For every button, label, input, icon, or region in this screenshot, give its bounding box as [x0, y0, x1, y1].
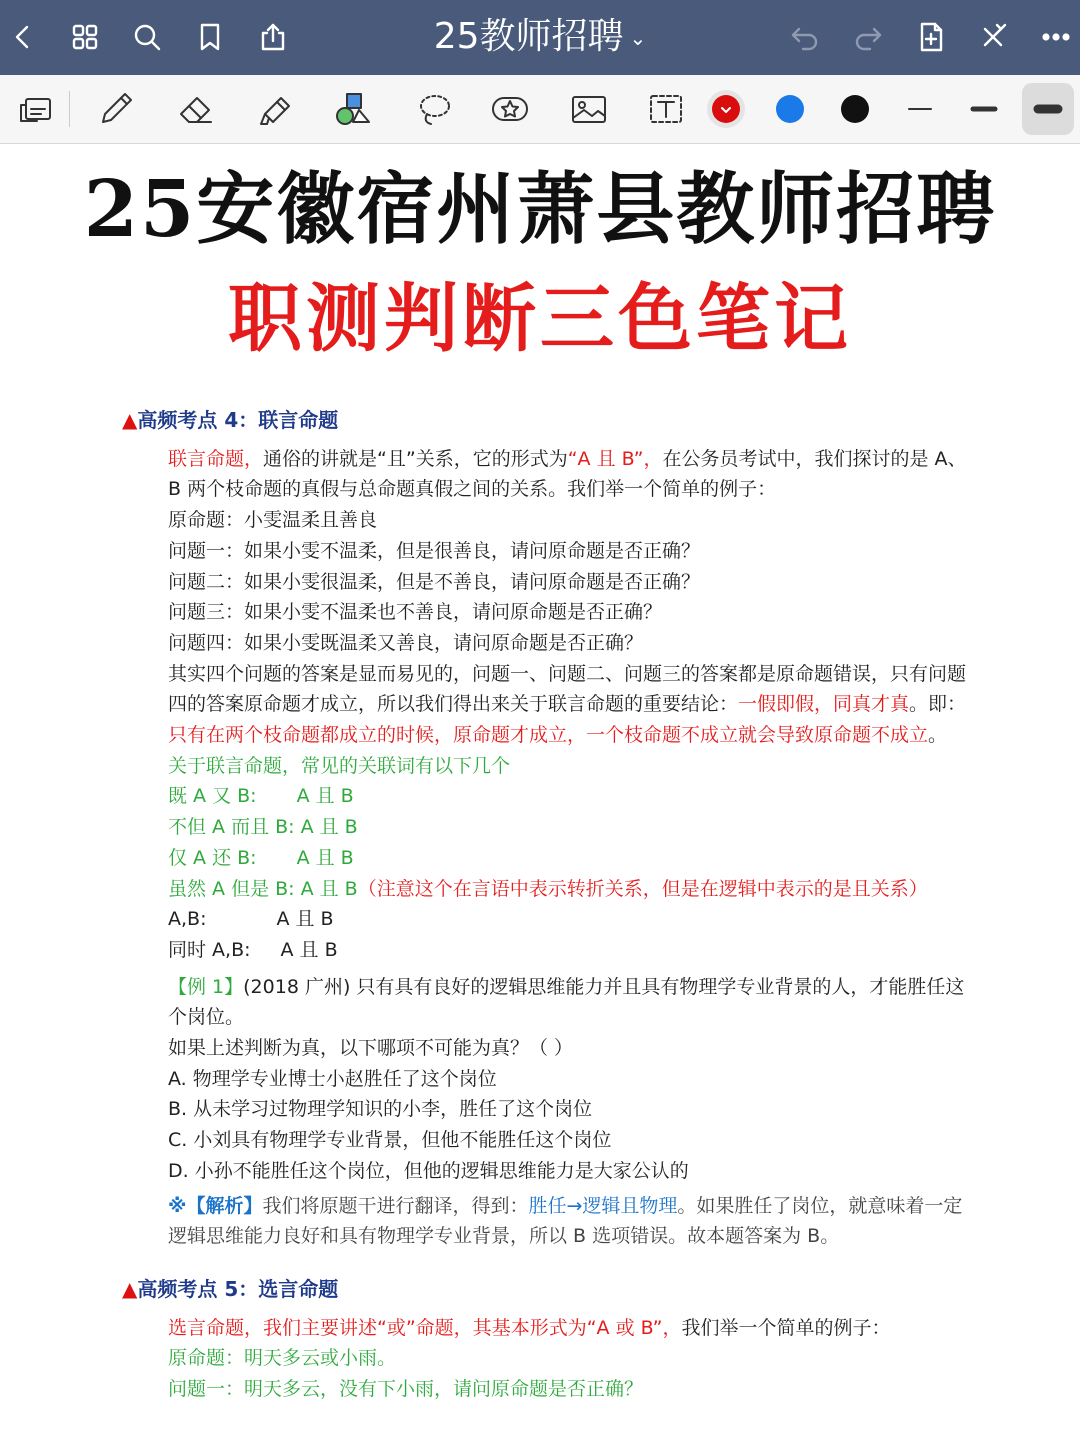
shapes-icon[interactable]: [330, 85, 378, 133]
highlighter-icon[interactable]: [252, 85, 300, 133]
paragraph: 选言命题，我们主要讲述“或”命题，其基本形式为“A 或 B”，我们举一个简单的例子：: [168, 1316, 891, 1339]
example-line: 原命题：明天多云或小雨。: [168, 1347, 397, 1370]
keyword-line: 不但 A 而且 B: A 且 B: [168, 816, 358, 839]
example-question: 【例 1】(2018 广州) 只有具有良好的逻辑思维能力并且具有物理学专业背景的人，才能胜任这个岗位。: [168, 975, 965, 1029]
option-b: B. 从未学习过物理学知识的小李，胜任了这个岗位: [168, 1098, 593, 1121]
drawing-toolbar: [0, 75, 1080, 144]
close-icon[interactable]: [970, 14, 1016, 60]
blue-color-dot: [776, 95, 804, 123]
question-line: 问题一：如果小雯不温柔，但是很善良，请问原命题是否正确？: [168, 539, 701, 562]
question-line: 问题二：如果小雯很温柔，但是不善良，请问原命题是否正确？: [168, 570, 701, 593]
option-a: A. 物理学专业博士小赵胜任了这个岗位: [168, 1067, 497, 1090]
section-heading: ▲高频考点 4：联言命题: [122, 408, 339, 432]
image-icon[interactable]: [565, 85, 613, 133]
toolbar-divider: [69, 91, 70, 127]
read-mode-icon[interactable]: [14, 85, 62, 133]
keyword-line: 仅 A 还 B: A 且 B: [168, 846, 354, 869]
pen-icon[interactable]: [92, 85, 140, 133]
redo-icon[interactable]: [845, 14, 891, 60]
keyword-line: 既 A 又 B: A 且 B: [168, 785, 354, 808]
section-heading: ▲高频考点 5：选言命题: [122, 1276, 339, 1301]
color-swatch-black[interactable]: [831, 85, 879, 133]
eraser-icon[interactable]: [172, 85, 220, 133]
top-title-bar: [0, 0, 1080, 75]
black-color-dot: [841, 95, 869, 123]
answer-analysis: ※【解析】我们将原题干进行翻译，得到：胜任→逻辑且物理。如果胜任了岗位，就意味着一定逻辑思维能力良好和具有物理学专业背景，所以 B 选项错误。故本题答案为 B。: [168, 1194, 963, 1248]
paragraph: 其实四个问题的答案是显而易见的，问题一、问题二、问题三的答案都是原命题错误，只有问题四的答案原命题才成立，所以我们得出来关于联言命题的重要结论：一假即假，同真才真。即：只有在两个枝命题都成立的时候，原命题才成立，一个枝命题不成立就会导致原命题不成立。: [168, 662, 967, 747]
paragraph: 联言命题，通俗的讲就是“且”关系，它的形式为“A 且 B”，在公务员考试中，我们探讨的是 A、B 两个枝命题的真假与总命题真假之间的关系。我们举一个简单的例子：: [168, 447, 967, 501]
sticker-icon[interactable]: [486, 85, 534, 133]
question-line: 问题一：明天多云，没有下小雨，请问原命题是否正确？: [168, 1378, 644, 1401]
document-title-text: 25教师招聘: [433, 16, 624, 57]
page-subtitle: 职测判断三色笔记: [228, 276, 852, 362]
stroke-medium-icon[interactable]: [960, 85, 1008, 133]
page-title: 25安徽宿州萧县教师招聘: [83, 164, 997, 255]
color-swatch-blue[interactable]: [766, 85, 814, 133]
stroke-thick-icon[interactable]: [1024, 85, 1072, 133]
example-line: 原命题：小雯温柔且善良: [168, 509, 378, 532]
triangle-marker: ▲: [122, 1276, 138, 1301]
more-icon[interactable]: [1033, 14, 1079, 60]
question-line: 问题三：如果小雯不温柔也不善良，请问原命题是否正确？: [168, 601, 663, 624]
option-d: D. 小孙不能胜任这个岗位，但他的逻辑思维能力是大家公认的: [168, 1159, 689, 1182]
stroke-thin-icon[interactable]: [896, 85, 944, 133]
question-prompt: 如果上述判断为真，以下哪项不可能为真？（ ）: [168, 1037, 574, 1060]
keyword-line: 虽然 A 但是 B: A 且 B（注意这个在言语中表示转折关系，但是在逻辑中表示的是且关系）: [168, 877, 928, 900]
red-color-dot: [712, 95, 740, 123]
text-icon[interactable]: [642, 85, 690, 133]
question-line: 问题四：如果小雯既温柔又善良，请问原命题是否正确？: [168, 631, 644, 654]
undo-icon[interactable]: [782, 14, 828, 60]
keyword-line: 同时 A,B: A 且 B: [168, 938, 338, 961]
keyword-line: A,B: A 且 B: [168, 908, 334, 931]
add-page-icon[interactable]: [908, 14, 954, 60]
note-content: [122, 405, 972, 1405]
keyword-intro: 关于联言命题，常见的关联词有以下几个: [168, 754, 511, 777]
triangle-marker: ▲: [122, 408, 138, 432]
lasso-icon[interactable]: [410, 85, 458, 133]
color-swatch-red[interactable]: [702, 85, 750, 133]
chevron-down-icon: ⌄: [629, 26, 647, 50]
option-c: C. 小刘具有物理学专业背景，但他不能胜任这个岗位: [168, 1129, 612, 1152]
